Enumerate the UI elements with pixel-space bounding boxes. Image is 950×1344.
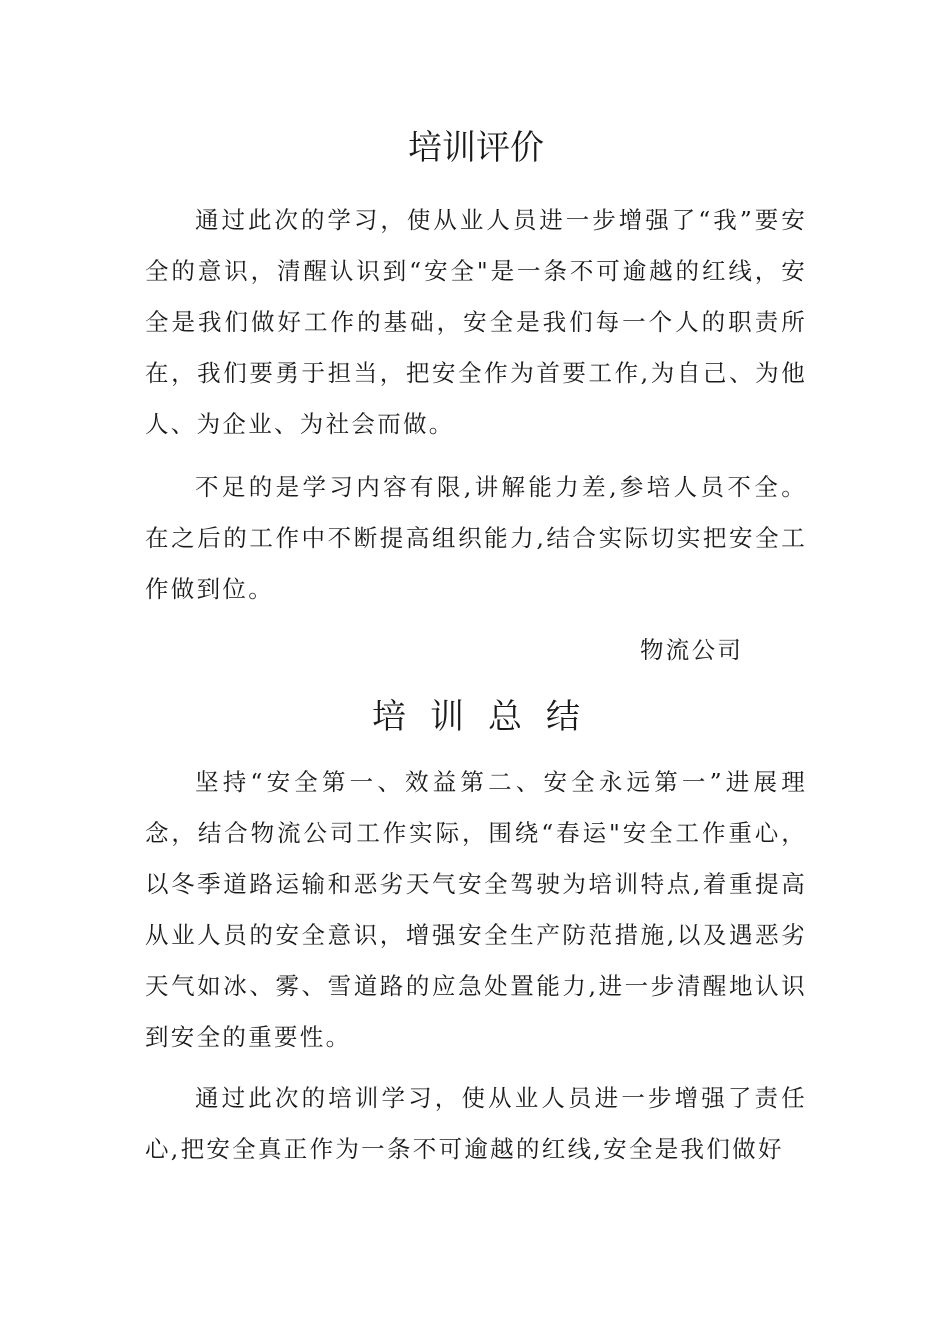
- signature: 物流公司: [640, 636, 744, 664]
- summary-title: 培训总结: [372, 697, 604, 737]
- summary-paragraph-2: 通过此次的培训学习，使从业人员进一步增强了责任心,把安全真正作为一条不可逾越的红线,安全是我们做好: [145, 1084, 807, 1163]
- evaluation-title: 培训评价: [408, 128, 544, 168]
- evaluation-paragraph-1: 通过此次的学习，使从业人员进一步增强了“我”要安全的意识，清醒认识到“安全"是一条不可逾越的红线，安全是我们做好工作的基础，安全是我们每一个人的职责所在，我们要勇于担当，把安全作为首要工作,为自己、为他人、为企业、为社会而做。: [145, 206, 807, 438]
- summary-paragraph-1: 坚持“安全第一、效益第二、安全永远第一”进展理念，结合物流公司工作实际，围绕“春运"安全工作重心，以冬季道路运输和恶劣天气安全驾驶为培训特点,着重提高从业人员的安全意识，增强安全生产防范措施,以及遇恶劣天气如冰、雾、雪道路的应急处置能力,进一步清醒地认识到安全的重要性。: [145, 768, 807, 1051]
- evaluation-paragraph-2: 不足的是学习内容有限,讲解能力差,参培人员不全。在之后的工作中不断提高组织能力,结合实际切实把安全工作做到位。: [145, 473, 807, 603]
